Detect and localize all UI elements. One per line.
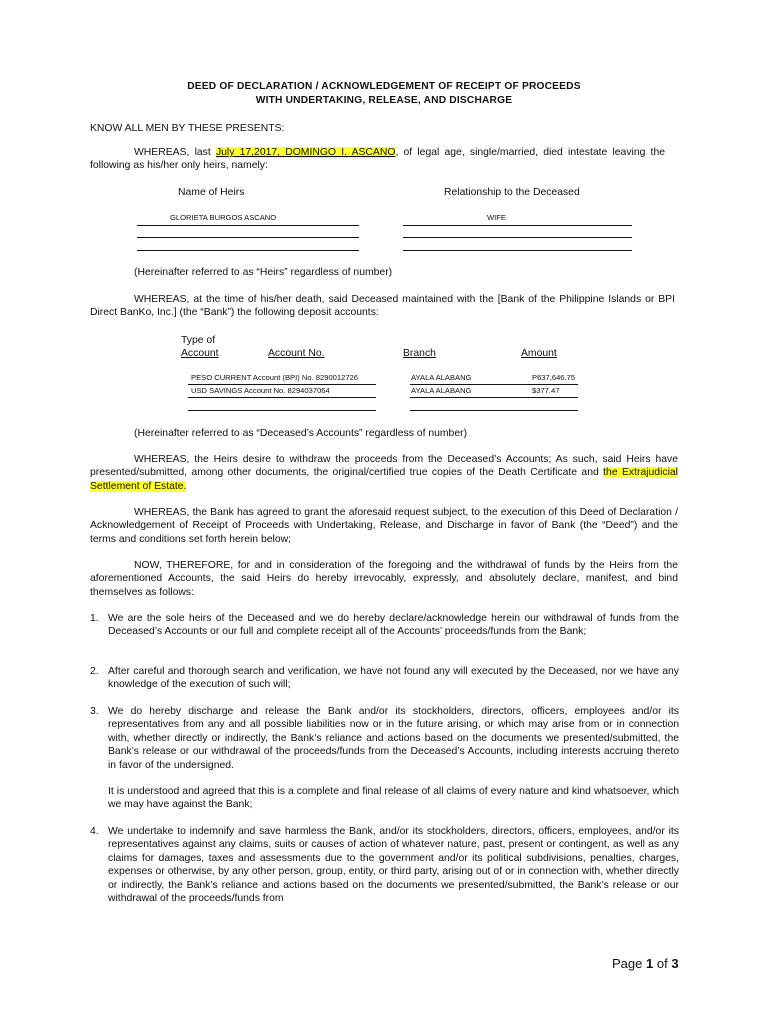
- whereas1-after: , of legal age, single/married, died intestate leaving the following as his/her only heirs, namely:: [90, 147, 666, 172]
- col-account-no: Account No.: [268, 348, 325, 359]
- extrajudicial-highlight: the Extrajudicial Settlement of Estate.: [90, 467, 678, 492]
- heirs-col2-header: Relationship to the Deceased: [444, 187, 580, 198]
- item-3-number: 3.: [90, 706, 99, 717]
- account-line: [410, 397, 578, 398]
- account-line: [410, 384, 578, 385]
- of-word: of: [656, 956, 668, 971]
- account-line: [188, 397, 376, 398]
- account-line: [188, 384, 376, 385]
- heir-line: [137, 225, 359, 226]
- whereas1-before: WHEREAS, last: [134, 147, 216, 158]
- whereas-paragraph-2: WHEREAS, at the time of his/her death, said Deceased maintained with the [Bank of the Philippine Islands or BPI Direct BanKo, Inc.] (the “Bank”) the following deposit accounts:: [90, 294, 675, 319]
- whereas-paragraph-1: [90, 146, 665, 173]
- whereas3-text: WHEREAS, the Heirs desire to withdraw the proceeds from the Deceased’s Accounts; As such, said Heirs have presented/submitted, among other documents, the original/certified true copies of the Death Certificate and: [90, 454, 678, 479]
- relationship-line: [403, 225, 632, 226]
- item-3-continuation: It is understood and agreed that this is a complete and final release of all claims of every nature and kind whatsoever, which we may have against the Bank;: [108, 786, 679, 811]
- accounts-note: (Hereinafter referred to as “Deceased’s Accounts” regardless of number): [134, 428, 468, 439]
- heir-line: [137, 237, 359, 238]
- account-row-2-name: USD SAVINGS Account No. 8294037064: [191, 386, 330, 395]
- relationship-line: [403, 250, 632, 251]
- intro-line: KNOW ALL MEN BY THESE PRESENTS:: [90, 123, 285, 134]
- account-row-1-amount: P637,646.75: [532, 373, 576, 382]
- account-line: [188, 410, 376, 411]
- heir-line: [137, 250, 359, 251]
- item-4-number: 4.: [90, 826, 99, 837]
- page-total: 3: [671, 956, 679, 971]
- item-2-number: 2.: [90, 666, 99, 677]
- relationship-line: [403, 237, 632, 238]
- heirs-col1-header: Name of Heirs: [178, 187, 245, 198]
- item-1-text: We are the sole heirs of the Deceased and we do hereby declare/acknowledge herein our withdrawal of funds from the Deceased’s Accounts or our full and complete receipt all of the Accounts’ proceeds/funds from the Bank;: [108, 613, 679, 638]
- page-number: 1: [646, 956, 654, 971]
- deed-title-line2: WITH UNDERTAKING, RELEASE, AND DISCHARGE: [255, 95, 513, 106]
- item-3-text: We do hereby discharge and release the Bank and/or its stockholders, directors, officers, employees and/or its representatives from any and all possible liabilities now or in the future arising, or which may arise from or in connection with, whether directly or indirectly, the Bank’s reliance and actions based on the documents we presented/submitted, the Bank’s release or our withdrawal of the proceeds/funds from the Deceased’s Accounts, including interests accruing thereto in favor of the undersigned.: [108, 706, 679, 771]
- account-row-2-amount: $377.47: [532, 386, 560, 395]
- item-2-text: After careful and thorough search and verification, we have not found any will executed by the Deceased, nor we have any knowledge of the execution of such will;: [108, 666, 679, 691]
- decedent-highlight: July 17,2017, DOMINGO I. ASCANO: [215, 147, 396, 158]
- item-4-text: We undertake to indemnify and save harmless the Bank, and/or its stockholders, directors, officers, employees, and/or its representatives against any claims, suits or causes of action of whatever nature, past, present or contingent, as well as any claims for damages, taxes and assessments due to the government and/or its political subdivisions, penalties, charges, expenses or otherwise, by any other person, group, entity, or third party, arising out of or in connection with, whether directly or indirectly, the Bank’s reliance and actions based on the documents we presented/submitted, the Bank’s release or our withdrawal of the proceeds/funds from: [108, 826, 679, 905]
- whereas-paragraph-3: [90, 453, 678, 493]
- now-therefore-paragraph: NOW, THEREFORE, for and in consideration of the foregoing and the withdrawal of funds by the Heirs from the aforementioned Accounts, the said Heirs do hereby irrevocably, expressly, and absolutely declare, manifest, and bind themselves as follows:: [90, 560, 678, 598]
- item-1-number: 1.: [90, 613, 99, 624]
- heir-relationship-1: WIFE: [487, 213, 506, 222]
- page-word: Page: [612, 956, 643, 971]
- account-line: [410, 410, 578, 411]
- account-row-1-branch: AYALA ALABANG: [411, 373, 472, 382]
- account-row-2-branch: AYALA ALABANG: [411, 386, 472, 395]
- col-branch: Branch: [403, 348, 436, 359]
- col-account: Account: [181, 348, 219, 359]
- whereas-paragraph-4: WHEREAS, the Bank has agreed to grant the aforesaid request subject, to the execution of this Deed of Declaration / Acknowledgement of Receipt of Proceeds with Undertaking, Release, and Discharge in favor of Bank (the “Deed”) and the terms and conditions set forth herein below;: [90, 507, 678, 545]
- page-indicator: [612, 957, 679, 970]
- heirs-note: (Hereinafter referred to as “Heirs” regardless of number): [134, 267, 393, 278]
- heir-name-1: GLORIETA BURGOS ASCANO: [170, 213, 277, 222]
- deed-title-line1: DEED OF DECLARATION / ACKNOWLEDGEMENT OF RECEIPT OF PROCEEDS: [187, 81, 581, 92]
- type-of-label: Type of: [181, 335, 216, 346]
- account-row-1-name: PESO CURRENT Account (BPI) No. 8290012726: [191, 373, 359, 382]
- col-amount: Amount: [521, 348, 557, 359]
